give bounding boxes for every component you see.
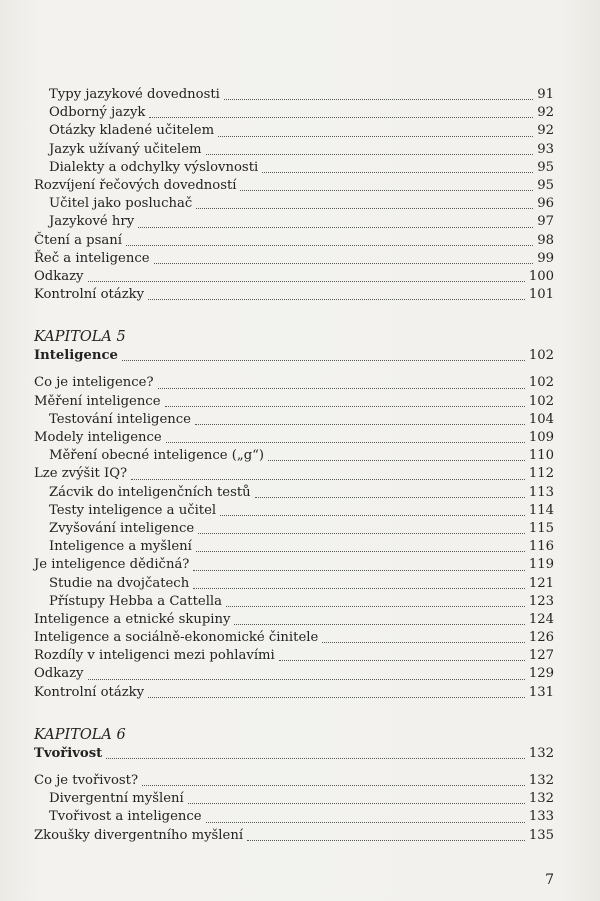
dot-leader — [126, 245, 533, 246]
toc-entry — [34, 122, 554, 140]
toc-entry-page: 102 — [528, 348, 554, 364]
toc-entry — [34, 647, 554, 665]
toc-entry-title: Odborný jazyk — [49, 105, 146, 121]
toc-entry — [34, 411, 554, 429]
toc-entry — [34, 575, 554, 593]
toc-entry-page: 113 — [528, 484, 554, 500]
dot-leader — [240, 190, 533, 191]
dot-leader — [268, 460, 525, 461]
toc-entry-page: 92 — [537, 123, 554, 139]
toc-entry — [34, 827, 554, 845]
toc-entry-page: 102 — [528, 393, 554, 409]
dot-leader — [193, 588, 525, 589]
toc-entry-page: 126 — [528, 630, 554, 646]
dot-leader — [88, 281, 525, 282]
dot-leader — [148, 697, 525, 698]
toc-entry — [34, 104, 554, 122]
toc-entry-page: 132 — [528, 745, 554, 761]
toc-entry-page: 100 — [528, 268, 554, 284]
toc-entry — [34, 790, 554, 808]
chapter-label: KAPITOLA 5 — [34, 329, 126, 346]
toc-entry — [34, 502, 554, 520]
toc-entry-page: 98 — [537, 232, 554, 248]
toc-entry-page: 102 — [528, 375, 554, 391]
toc-entry-title: Kontrolní otázky — [34, 287, 145, 303]
toc-entry — [34, 611, 554, 629]
dot-leader — [131, 479, 525, 480]
toc-entry-page: 115 — [528, 520, 554, 536]
toc-entry-title: Co je tvořivost? — [34, 773, 139, 788]
toc-entry-page: 116 — [528, 539, 554, 555]
toc-entry-title: Rozdíly v inteligenci mezi pohlavími — [34, 648, 275, 664]
toc-entry-title: Kontrolní otázky — [34, 684, 145, 700]
toc-entry — [34, 808, 554, 826]
toc-entry-title: Tvořivost — [34, 745, 103, 761]
toc-entry-page: 114 — [528, 502, 554, 518]
dot-leader — [196, 551, 525, 552]
toc-entry-title: Lze zvýšit IQ? — [34, 466, 128, 482]
toc-entry-title: Zkoušky divergentního myšlení — [34, 827, 244, 843]
toc-entry — [34, 684, 554, 702]
toc-entry-title: Rozvíjení řečových dovedností — [34, 177, 237, 193]
toc-entry-title: Zácvik do inteligenčních testů — [49, 484, 251, 500]
dot-leader — [106, 758, 525, 759]
dot-leader — [198, 533, 525, 534]
dot-leader — [193, 570, 524, 571]
toc-entry-page: 124 — [528, 611, 554, 627]
dot-leader — [158, 388, 525, 389]
toc-entry-title: Inteligence a etnické skupiny — [34, 611, 231, 627]
toc-entry — [34, 629, 554, 647]
toc-entry — [34, 86, 554, 104]
toc-entry-title: Odkazy — [34, 666, 84, 682]
toc-entry-title: Řeč a inteligence — [34, 250, 150, 266]
dot-leader — [88, 679, 525, 680]
spacer — [34, 763, 554, 772]
chapter-label: KAPITOLA 6 — [34, 726, 126, 743]
toc-entry-title: Co je inteligence? — [34, 375, 154, 391]
dot-leader — [165, 406, 525, 407]
dot-leader — [142, 785, 525, 786]
toc-entry — [34, 159, 554, 177]
toc-entry-title: Typy jazykové dovednosti — [49, 87, 220, 102]
toc-entry-page: 110 — [528, 448, 554, 464]
toc-entry — [34, 177, 554, 195]
dot-leader — [234, 624, 524, 625]
toc-entry-page: 129 — [528, 666, 554, 682]
toc-entry-title: Čtení a psaní — [34, 232, 122, 248]
toc-entry — [34, 593, 554, 611]
toc-entry-page: 93 — [537, 141, 554, 157]
toc-entry-page: 91 — [537, 87, 554, 102]
toc-entry-title: Otázky kladené učitelem — [49, 123, 215, 139]
toc-entry-page: 96 — [537, 196, 554, 212]
toc-entry — [34, 286, 554, 304]
toc-entry-page: 97 — [537, 214, 554, 230]
dot-leader — [195, 424, 525, 425]
toc-entry-title: Zvyšování inteligence — [49, 520, 195, 536]
dot-leader — [218, 136, 533, 137]
toc-entry — [34, 447, 554, 465]
toc-entry — [34, 393, 554, 411]
toc-entry-title: Učitel jako posluchač — [49, 196, 193, 212]
toc-entry-title: Tvořivost a inteligence — [49, 809, 202, 825]
toc-entry — [34, 268, 554, 286]
dot-leader — [262, 172, 533, 173]
dot-leader — [220, 515, 525, 516]
toc-entry-title: Měření obecné inteligence („g“) — [49, 448, 265, 464]
toc-entry-title: Divergentní myšlení — [49, 791, 184, 807]
toc-entry-title: Inteligence — [34, 348, 118, 364]
dot-leader — [206, 822, 525, 823]
toc-entry — [34, 538, 554, 556]
toc-entry-page: 95 — [537, 177, 554, 193]
dot-leader — [322, 642, 525, 643]
dot-leader — [154, 263, 534, 264]
dot-leader — [196, 208, 533, 209]
toc-entry-page: 132 — [528, 791, 554, 807]
toc-entry — [34, 374, 554, 392]
toc-entry-page: 133 — [528, 809, 554, 825]
toc-entry — [34, 465, 554, 483]
toc-entry — [34, 665, 554, 683]
toc-entry-page: 121 — [528, 575, 554, 591]
toc-entry — [34, 213, 554, 231]
toc-entry-title: Inteligence a sociálně-ekonomické činitele — [34, 630, 319, 646]
toc-entry-page: 95 — [537, 159, 554, 175]
toc-entry-page: 119 — [528, 557, 554, 573]
chapter-title-entry — [34, 347, 554, 365]
chapter-title-entry — [34, 745, 554, 763]
toc-entry-title: Dialekty a odchylky výslovnosti — [49, 159, 259, 175]
toc-entry — [34, 484, 554, 502]
toc-entry-page: 135 — [528, 827, 554, 843]
dot-leader — [122, 360, 525, 361]
toc-entry-title: Je inteligence dědičná? — [34, 557, 190, 573]
toc-entry — [34, 556, 554, 574]
table-of-contents — [34, 86, 554, 845]
dot-leader — [206, 154, 534, 155]
toc-entry-page: 112 — [528, 466, 554, 482]
toc-entry — [34, 250, 554, 268]
spacer — [34, 365, 554, 374]
toc-entry-page: 123 — [528, 593, 554, 609]
dot-leader — [149, 117, 533, 118]
toc-entry-title: Přístupy Hebba a Cattella — [49, 593, 222, 609]
toc-entry-page: 131 — [528, 684, 554, 700]
dot-leader — [255, 497, 525, 498]
toc-entry-page: 109 — [528, 430, 554, 445]
toc-entry-title: Jazyk užívaný učitelem — [49, 141, 202, 157]
toc-entry-page: 101 — [528, 287, 554, 303]
toc-entry-page: 104 — [528, 411, 554, 427]
toc-entry-page: 127 — [528, 648, 554, 664]
toc-entry — [34, 232, 554, 250]
toc-entry — [34, 520, 554, 538]
dot-leader — [279, 660, 525, 661]
toc-entry-title: Měření inteligence — [34, 393, 161, 409]
toc-entry-title: Testování inteligence — [49, 411, 191, 427]
dot-leader — [188, 803, 525, 804]
toc-entry — [34, 772, 554, 790]
toc-entry-page: 132 — [528, 773, 554, 788]
dot-leader — [138, 227, 533, 228]
dot-leader — [226, 606, 525, 607]
toc-entry-page: 92 — [537, 105, 554, 121]
toc-entry — [34, 141, 554, 159]
page-number: 7 — [545, 872, 554, 888]
toc-entry — [34, 429, 554, 447]
toc-entry-title: Odkazy — [34, 268, 84, 284]
toc-entry-page: 99 — [537, 250, 554, 266]
toc-entry-title: Modely inteligence — [34, 430, 162, 445]
toc-entry-title: Jazykové hry — [49, 214, 135, 230]
dot-leader — [247, 840, 525, 841]
dot-leader — [148, 299, 525, 300]
dot-leader — [224, 99, 533, 100]
dot-leader — [166, 442, 525, 443]
toc-entry — [34, 195, 554, 213]
toc-entry-title: Studie na dvojčatech — [49, 575, 190, 591]
toc-entry-title: Testy inteligence a učitel — [49, 502, 217, 518]
toc-entry-title: Inteligence a myšlení — [49, 539, 192, 555]
